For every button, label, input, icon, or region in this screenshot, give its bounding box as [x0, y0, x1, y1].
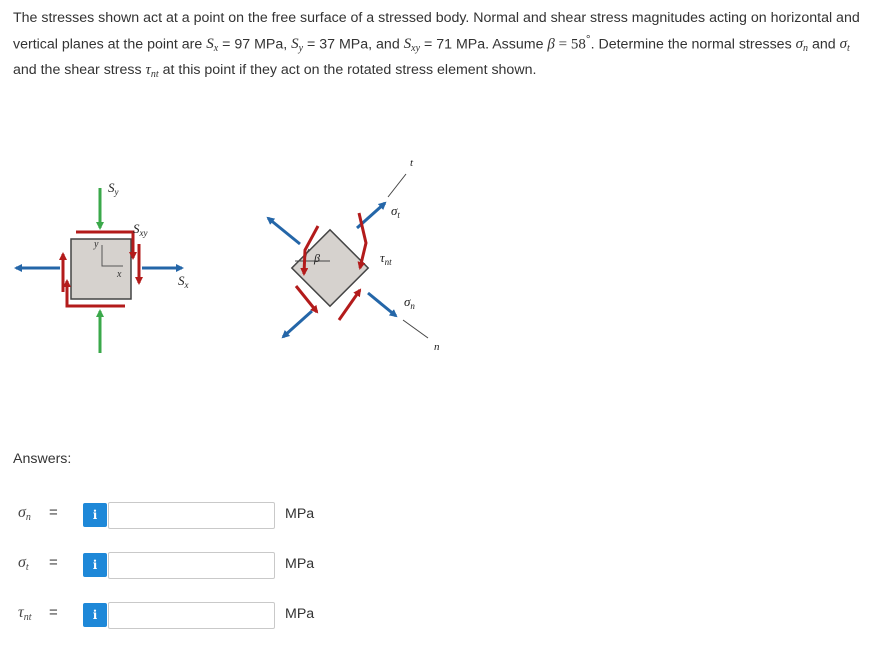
sigma-n-sub: n	[803, 43, 809, 55]
problem-text: vertical planes at the point are	[13, 36, 207, 53]
n-axis-line	[403, 320, 428, 338]
equals-sign: =	[49, 554, 58, 571]
original-stress-element	[16, 180, 189, 353]
t-axis-label: t	[410, 157, 414, 169]
info-icon[interactable]: i	[83, 603, 107, 627]
tau-nt-input[interactable]	[108, 602, 275, 629]
answer-symbol	[18, 504, 31, 523]
sx-sub: x	[213, 43, 219, 55]
problem-text: . Determine the normal stresses	[590, 36, 796, 53]
tau-sub: nt	[150, 68, 159, 80]
x-axis-label: x	[117, 269, 122, 280]
sigma-t-label	[391, 203, 400, 220]
n-axis-label: n	[434, 341, 440, 353]
sxy-symbol	[403, 36, 421, 55]
unit-label: MPa	[285, 606, 315, 622]
equals-sign: =	[49, 504, 58, 521]
sigma-t-sub: t	[846, 43, 850, 55]
sx-label-sym: S	[178, 273, 185, 288]
degree-symbol: °	[585, 31, 591, 46]
problem-line-1: The stresses shown act at a point on the free surface of a stressed body. Normal and shear stress magnitudes acting on horizontal and	[13, 10, 860, 26]
sy-label	[108, 180, 119, 197]
sigma-t-upper-left-arrow	[268, 218, 300, 244]
sigma-n-lower-right-arrow	[368, 293, 396, 316]
rotated-stress-element	[268, 157, 440, 353]
t-axis-line	[388, 174, 406, 197]
sxy-sub: xy	[411, 43, 421, 55]
tau-nt-label-sub: nt	[384, 257, 392, 267]
sigma-t-symbol	[839, 36, 850, 55]
sy-label-sub: y	[114, 187, 119, 197]
sxy-value: = 71 MPa. Assume	[420, 36, 548, 53]
answer-sub: t	[25, 562, 29, 573]
answer-sym: τ	[18, 604, 24, 621]
tau-sym: τ	[145, 61, 151, 78]
sy-label-sym: S	[108, 180, 115, 195]
sigma-t-sym: σ	[839, 36, 847, 53]
sigma-n-label-sym: σ	[404, 294, 411, 309]
unit-label: MPa	[285, 556, 315, 572]
answer-sym: σ	[18, 554, 26, 571]
y-axis-label: y	[94, 239, 99, 250]
sx-label-sub: x	[184, 280, 189, 290]
unit-label: MPa	[285, 506, 315, 522]
element-square	[71, 239, 131, 299]
sx-value: = 97 MPa,	[218, 36, 292, 53]
sx-symbol	[206, 36, 219, 55]
answer-sym: σ	[18, 504, 26, 521]
sy-symbol	[291, 36, 304, 55]
sy-sym: S	[291, 36, 299, 53]
answer-row-sigma-t	[0, 547, 886, 581]
answer-symbol	[18, 604, 32, 623]
sx-label	[178, 273, 189, 290]
sigma-n-lower-left-arrow	[283, 311, 312, 337]
problem-line-2	[13, 29, 879, 60]
sxy-label-sym: S	[133, 221, 140, 236]
sigma-n-input[interactable]	[108, 502, 275, 529]
sigma-t-label-sub: t	[397, 210, 400, 220]
problem-text: at this point if they act on the rotated stress element shown.	[158, 61, 537, 78]
stress-element-diagram	[0, 140, 480, 370]
sy-sub: y	[298, 43, 304, 55]
answers-heading: Answers:	[13, 451, 72, 467]
sigma-t-label-sym: σ	[391, 203, 398, 218]
sxy-sym: S	[403, 36, 412, 53]
answer-symbol	[18, 554, 29, 573]
equals-sign: =	[49, 604, 58, 621]
sy-value: = 37 MPa, and	[303, 36, 404, 53]
tau-nt-label	[380, 250, 392, 267]
sigma-n-label-sub: n	[410, 301, 415, 311]
problem-text: and the shear stress	[13, 61, 146, 78]
tau-nt-label-sym: τ	[380, 250, 385, 265]
sigma-n-sym: σ	[795, 36, 804, 53]
sigma-n-label	[404, 294, 415, 311]
sigma-n-symbol	[795, 36, 809, 55]
sigma-t-input[interactable]	[108, 552, 275, 579]
tau-nt-symbol	[146, 62, 159, 78]
answer-sub: n	[25, 512, 31, 523]
problem-line-3	[13, 60, 879, 86]
sxy-label	[133, 221, 148, 238]
sxy-label-sub: xy	[139, 228, 148, 238]
beta-value: = 58	[554, 36, 586, 53]
answer-row-sigma-n	[0, 497, 886, 531]
problem-text: and	[808, 36, 840, 53]
info-icon[interactable]: i	[83, 553, 107, 577]
answer-row-tau-nt	[0, 597, 886, 631]
beta-label: β	[314, 251, 320, 265]
info-icon[interactable]: i	[83, 503, 107, 527]
answer-sub: nt	[23, 612, 32, 623]
sx-sym: S	[206, 36, 214, 53]
beta-symbol: β	[547, 36, 555, 53]
problem-statement	[13, 8, 879, 85]
